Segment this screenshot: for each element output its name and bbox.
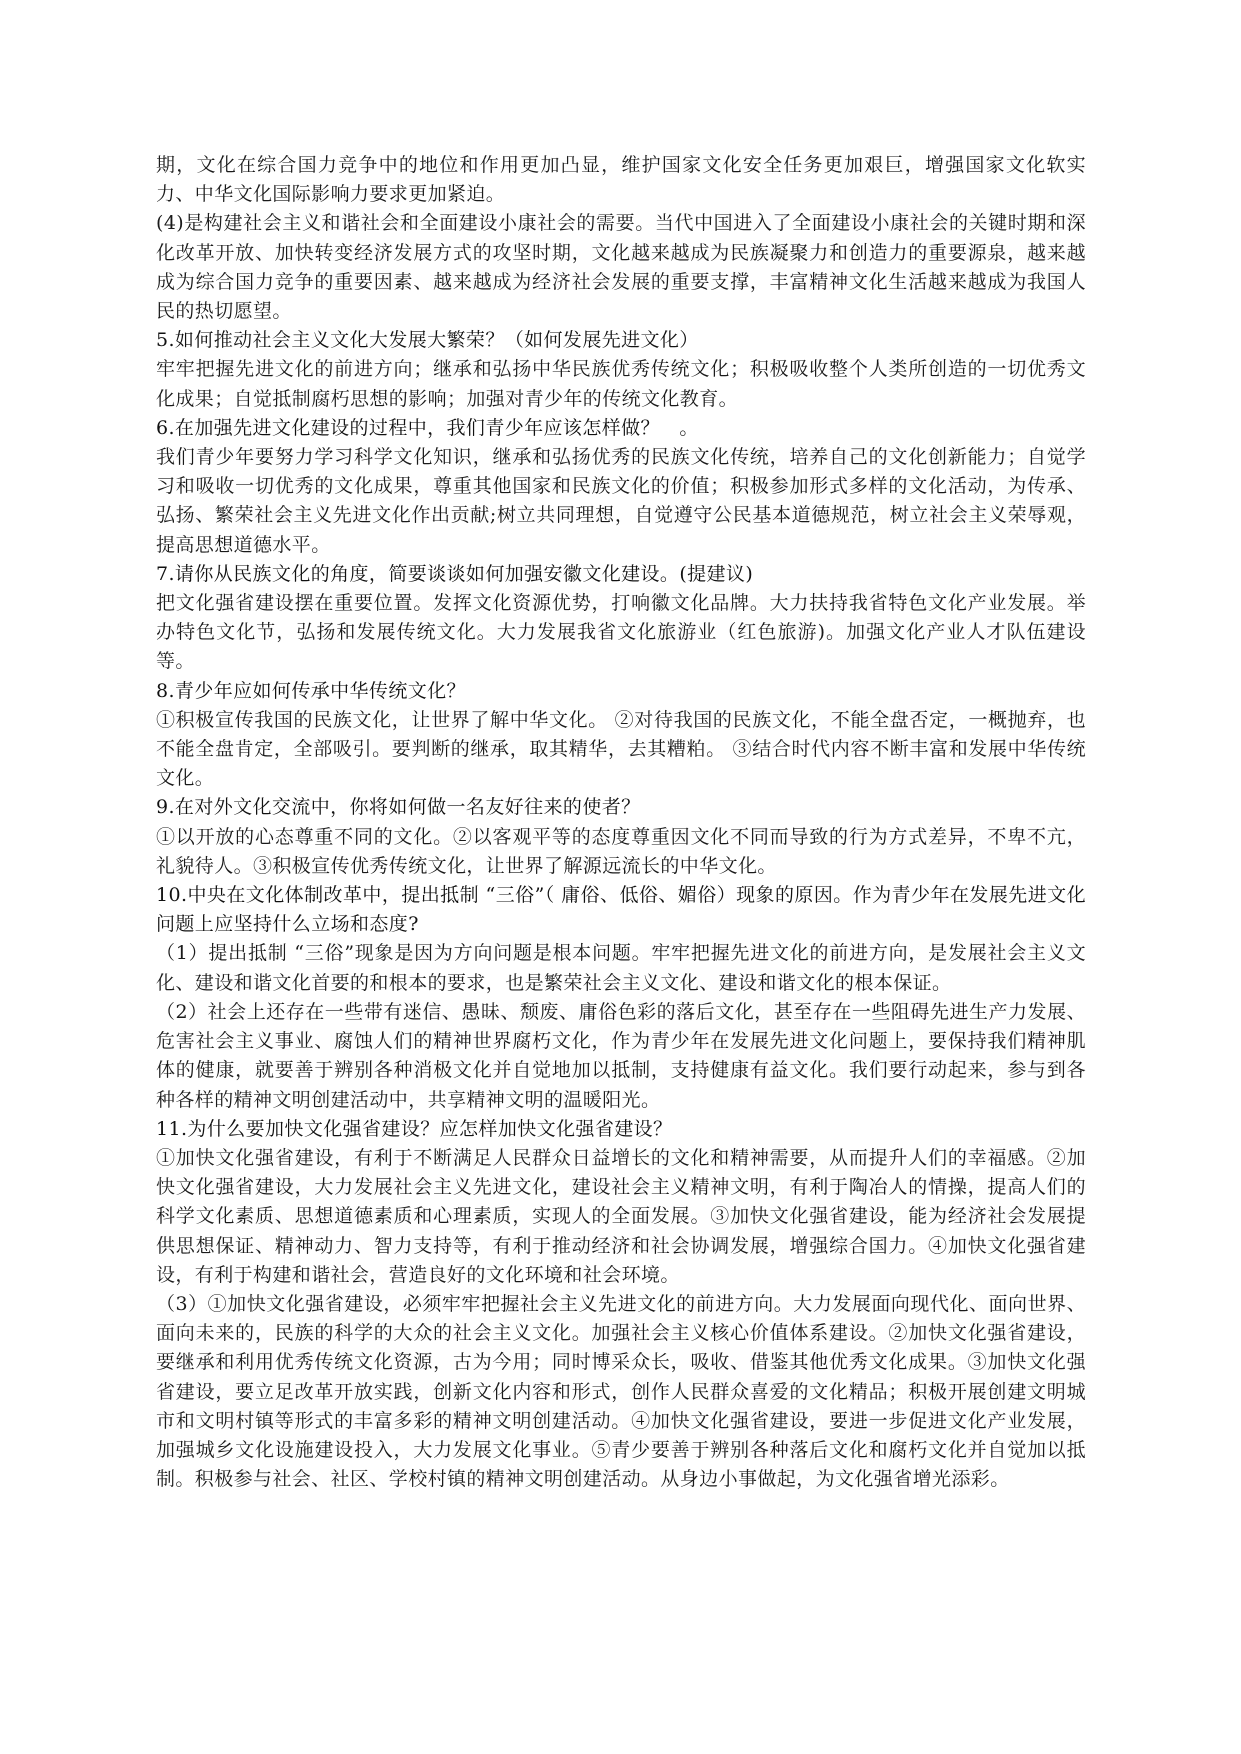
answer-paragraph: ①加快文化强省建设，有利于不断满足人民群众日益增长的文化和精神需要，从而提升人们的幸福感。②加快文化强省建设，大力发展社会主义先进文化，建设社会主义精神文明，有利于陶冶人的情操，提高人们的科学文化素质、思想道德素质和心理素质，实现人的全面发展。③加快文化强省建设，能为经济社会发展提供思想保证、精神动力、智力支持等，有利于推动经济和社会协调发展，增强综合国力。④加快文化强省建设，有利于构建和谐社会，营造良好的文化环境和社会环境。 bbox=[156, 1146, 1086, 1286]
answer-paragraph: （3）①加快文化强省建设，必须牢牢把握社会主义先进文化的前进方向。大力发展面向现代化、面向世界、面向未来的，民族的科学的大众的社会主义文化。加强社会主义核心价值体系建设。②加快文化强省建设，要继承和利用优秀传统文化资源，古为今用；同时博采众长，吸收、借鉴其他优秀文化成果。③加快文化强省建设，要立足改革开放实践，创新文化内容和形式，创作人民群众喜爱的文化精品；积极开展创建文明城市和文明村镇等形式的丰富多彩的精神文明创建活动。④加快文化强省建设，要进一步促进文化产业发展，加强城乡文化设施建设投入，大力发展文化事业。⑤青少要善于辨别各种落后文化和腐朽文化并自觉加以抵制。积极参与社会、社区、学校村镇的精神文明创建活动。从身边小事做起，为文化强省增光添彩。 bbox=[156, 1292, 1086, 1491]
answer-paragraph: 我们青少年要努力学习科学文化知识，继承和弘扬优秀的民族文化传统，培养自己的文化创新能力；自觉学习和吸收一切优秀的文化成果，尊重其他国家和民族文化的价值；积极参加形式多样的文化活动，为传承、弘扬、繁荣社会主义先进文化作出贡献;树立共同理想，自觉遵守公民基本道德规范，树立社会主义荣辱观，提高思想道德水平。 bbox=[156, 446, 1086, 556]
answer-paragraph: 把文化强省建设摆在重要位置。发挥文化资源优势，打响徽文化品牌。大力扶持我省特色文化产业发展。举办特色文化节，弘扬和发展传统文化。大力发展我省文化旅游业（红色旅游)。加强文化产业人才队伍建设等。 bbox=[156, 592, 1086, 673]
answer-paragraph: ①积极宣传我国的民族文化，让世界了解中华文化。 ②对待我国的民族文化，不能全盘否定，一概抛弃，也不能全盘肯定，全部吸引。要判断的继承，取其精华，去其糟粕。 ③结合时代内容不断丰富和发展中华传统文化。 bbox=[156, 708, 1086, 790]
question-heading: 5.如何推动社会主义文化大发展大繁荣？（如何发展先进文化） bbox=[156, 329, 699, 352]
question-heading: 6.在加强先进文化建设的过程中，我们青少年应该怎样做？ 。 bbox=[156, 416, 699, 439]
answer-paragraph: ①以开放的心态尊重不同的文化。②以客观平等的态度尊重因文化不同而导致的行为方式差异，不卑不亢，礼貌待人。③积极宣传优秀传统文化，让世界了解源远流长的中华文化。 bbox=[156, 825, 1086, 877]
answer-paragraph: （2）社会上还存在一些带有迷信、愚昧、颓废、庸俗色彩的落后文化，甚至存在一些阻碍先进生产力发展、危害社会主义事业、腐蚀人们的精神世界腐朽文化，作为青少年在发展先进文化问题上，要保持我们精神肌体的健康，就要善于辨别各种消极文化并自觉地加以抵制，支持健康有益文化。我们要行动起来，参与到各种各样的精神文明创建活动中，共享精神文明的温暖阳光。 bbox=[156, 1000, 1086, 1111]
question-heading: 9.在对外文化交流中，你将如何做一名友好往来的使者？ bbox=[156, 796, 641, 819]
question-heading: 7.请你从民族文化的角度，简要谈谈如何加强安徽文化建设。(提建议) bbox=[156, 562, 754, 585]
answer-paragraph: （1）提出抵制 “三俗”现象是因为方向问题是根本问题。牢牢把握先进文化的前进方向，是发展社会主义文化、建设和谐文化首要的和根本的要求，也是繁荣社会主义文化、建设和谐文化的根本保证。 bbox=[156, 942, 1086, 994]
paragraph: 期，文化在综合国力竞争中的地位和作用更加凸显，维护国家文化安全任务更加艰巨，增强国家文化软实力、中华文化国际影响力要求更加紧迫。 bbox=[156, 154, 1086, 206]
answer-paragraph: 牢牢把握先进文化的前进方向；继承和弘扬中华民族优秀传统文化；积极吸收整个人类所创造的一切优秀文化成果；自觉抵制腐朽思想的影响；加强对青少年的传统文化教育。 bbox=[156, 358, 1086, 410]
document-body bbox=[156, 151, 1086, 1494]
paragraph: (4)是构建社会主义和谐社会和全面建设小康社会的需要。当代中国进入了全面建设小康社会的关键时期和深化改革开放、加快转变经济发展方式的攻坚时期，文化越来越成为民族凝聚力和创造力的重要源泉，越来越成为综合国力竞争的重要因素、越来越成为经济社会发展的重要支撑，丰富精神文化生活越来越成为我国人民的热切愿望。 bbox=[156, 212, 1086, 323]
question-heading: 11.为什么要加快文化强省建设？应怎样加快文化强省建设？ bbox=[156, 1117, 673, 1140]
question-heading: 10.中央在文化体制改革中，提出抵制 “三俗”（ 庸俗、低俗、媚俗）现象的原因。作为青少年在发展先进文化问题上应坚持什么立场和态度? bbox=[156, 884, 1086, 936]
question-heading: 8.青少年应如何传承中华传统文化？ bbox=[156, 679, 466, 702]
